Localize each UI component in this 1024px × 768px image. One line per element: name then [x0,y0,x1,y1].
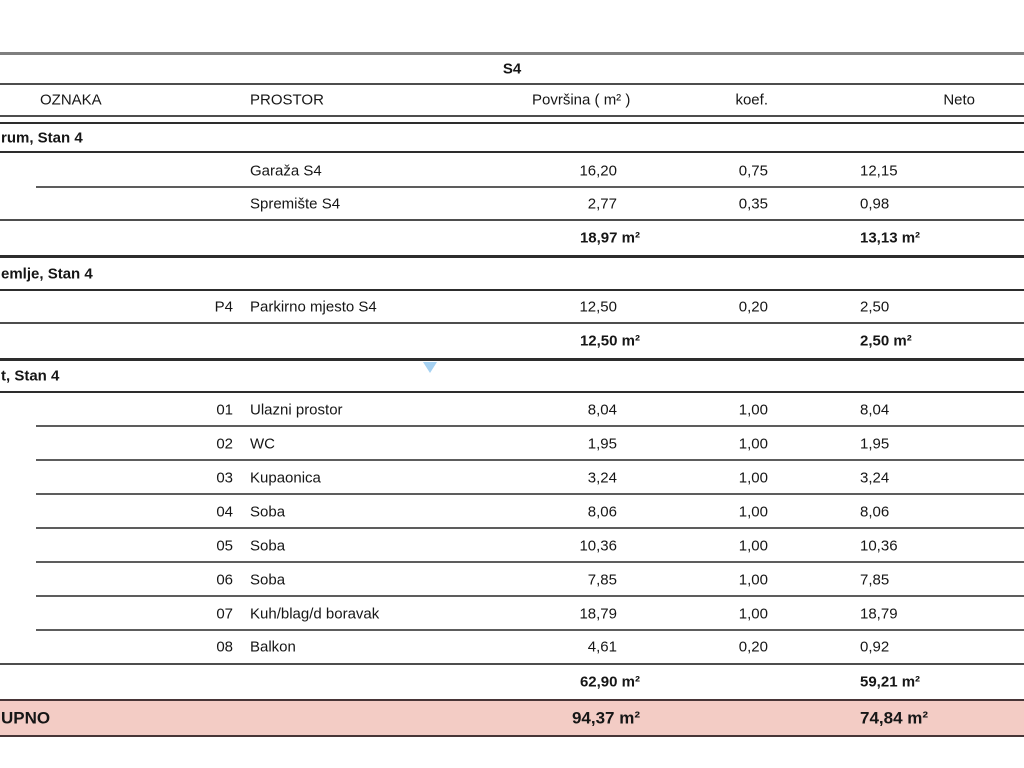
cell-oznaka: 02 [216,435,233,453]
cell-prostor: Parkirno mjesto S4 [250,298,377,315]
cell-povrsina: 7,85 [587,571,617,589]
cell-koef: 1,00 [738,571,768,589]
table-row-spremiste [0,188,1024,221]
column-header-neto: Neto [943,91,975,109]
subtotal-row-kat [0,665,1024,699]
cell-neto: 7,85 [860,571,890,589]
cell-prostor: Kupaonica [250,469,321,487]
section-header-podrum [0,122,1024,153]
cell-neto: 10,36 [860,537,898,555]
total-row-ukupno [0,699,1024,737]
cell-povrsina: 8,04 [587,401,617,419]
cell-neto: 3,24 [860,469,890,487]
subtotal-row-podrum [0,221,1024,255]
total-povrsina: 94,37 m² [571,708,640,728]
column-header-prostor: PROSTOR [250,91,324,109]
cell-povrsina: 18,79 [579,605,617,623]
cell-koef: 1,00 [738,435,768,453]
section-label: rum, Stan 4 [1,129,83,146]
cell-prostor: Balkon [250,638,296,656]
table-row-02 [0,427,1024,461]
total-neto: 74,84 m² [860,708,929,728]
cell-koef: 0,35 [738,195,768,212]
cell-povrsina: 16,20 [579,162,617,179]
subtotal-neto: 13,13 m² [860,229,921,247]
cell-prostor: WC [250,435,275,453]
cell-oznaka: 06 [216,571,233,589]
section-header-prizemlje [0,255,1024,291]
column-header-koef: koef. [735,91,768,109]
table-header-row [0,85,1024,117]
cell-povrsina: 12,50 [579,298,617,315]
total-label: UPNO [1,708,51,728]
cell-neto: 0,92 [860,638,890,656]
table-row-parkirno [0,291,1024,324]
cell-oznaka: 08 [216,638,233,656]
section-label: emlje, Stan 4 [1,265,93,282]
cell-prostor: Soba [250,537,286,555]
subtotal-neto: 59,21 m² [860,673,921,691]
section-label: t, Stan 4 [1,367,60,385]
table-row-01 [0,393,1024,427]
cell-neto: 12,15 [860,162,898,179]
cell-prostor: Spremište S4 [250,195,341,212]
table-row-03 [0,461,1024,495]
cell-oznaka: 05 [216,537,233,555]
cell-neto: 8,04 [860,401,890,419]
cell-prostor: Soba [250,503,286,521]
cell-neto: 1,95 [860,435,890,453]
table-title-band [0,52,1024,85]
cell-koef: 0,75 [738,162,768,179]
cell-koef: 1,00 [738,401,768,419]
cell-oznaka: 01 [216,401,233,419]
cell-povrsina: 1,95 [587,435,617,453]
cell-povrsina: 10,36 [579,537,617,555]
cell-prostor: Kuh/blag/d boravak [250,605,380,623]
cell-oznaka: 03 [216,469,233,487]
cell-povrsina: 4,61 [587,638,617,656]
cell-koef: 0,20 [738,298,768,315]
subtotal-row-prizemlje [0,324,1024,358]
cell-prostor: Garaža S4 [250,162,322,179]
cell-neto: 18,79 [860,605,898,623]
cell-oznaka: 07 [216,605,233,623]
section-header-kat [0,358,1024,393]
table-row-05 [0,529,1024,563]
cell-povrsina: 2,77 [587,195,617,212]
area-table [0,52,1024,737]
table-title: S4 [502,60,522,78]
table-row-07 [0,597,1024,631]
cell-neto: 8,06 [860,503,890,521]
cell-povrsina: 8,06 [587,503,617,521]
subtotal-povrsina: 12,50 m² [579,332,640,350]
cell-koef: 1,00 [738,469,768,487]
cell-neto: 2,50 [860,298,890,315]
cell-prostor: Soba [250,571,286,589]
table-row-04 [0,495,1024,529]
cell-koef: 1,00 [738,503,768,521]
table-row-garaza [0,153,1024,188]
cell-povrsina: 3,24 [587,469,617,487]
table-row-08 [0,631,1024,665]
watermark-triangle-icon [423,362,437,373]
subtotal-povrsina: 18,97 m² [579,229,640,247]
cell-koef: 1,00 [738,605,768,623]
subtotal-povrsina: 62,90 m² [579,673,640,691]
cell-prostor: Ulazni prostor [250,401,343,419]
subtotal-neto: 2,50 m² [860,332,912,350]
cell-neto: 0,98 [860,195,890,212]
cell-koef: 1,00 [738,537,768,555]
cell-oznaka: 04 [216,503,233,521]
table-row-06 [0,563,1024,597]
column-header-povrsina: Površina ( m² ) [532,91,631,109]
cell-oznaka: P4 [214,298,233,315]
cell-koef: 0,20 [738,638,768,656]
column-header-oznaka: OZNAKA [40,91,102,109]
